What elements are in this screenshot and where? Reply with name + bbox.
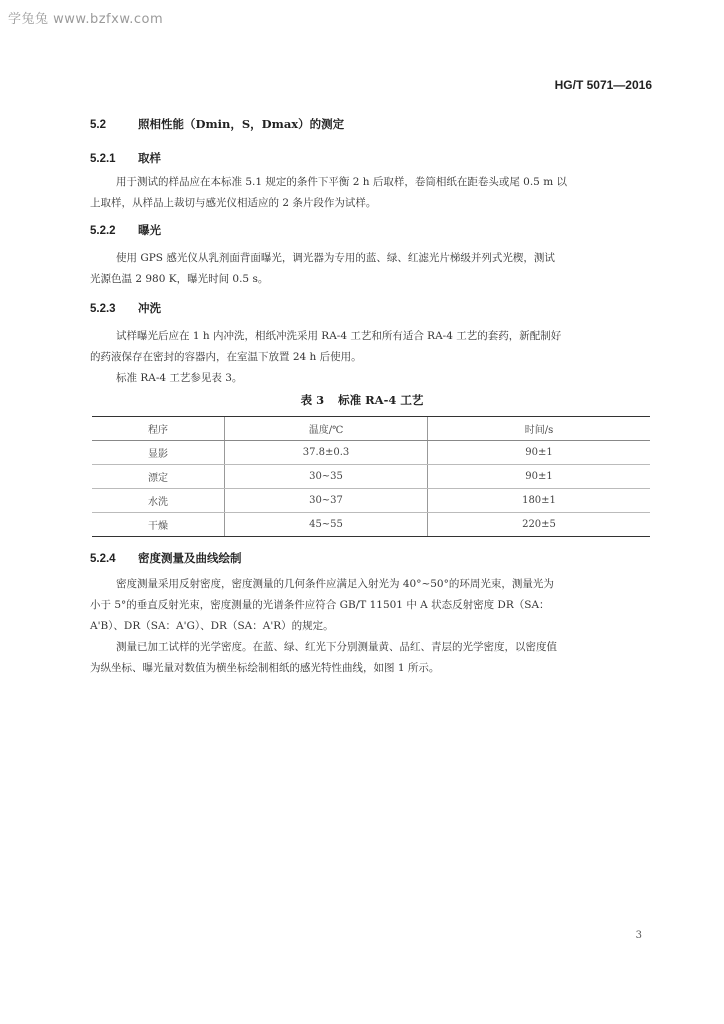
section-5-2-4-heading bbox=[90, 550, 242, 566]
standard-code: HG/T 5071—2016 bbox=[554, 78, 652, 92]
table-cell: 180±1 bbox=[428, 489, 651, 513]
table-cell: 30~37 bbox=[225, 489, 428, 513]
column-header: 时间/s bbox=[428, 417, 651, 441]
table-row bbox=[92, 465, 650, 489]
table-title: 标准 RA-4 工艺 bbox=[338, 393, 424, 407]
section-title: 取样 bbox=[138, 151, 161, 165]
column-header: 程序 bbox=[92, 417, 225, 441]
table-row bbox=[92, 441, 650, 465]
table-cell: 水洗 bbox=[92, 489, 225, 513]
table-number: 表 3 bbox=[300, 393, 325, 407]
text-line: 试样曝光后应在 1 h 内冲洗，相纸冲洗采用 RA-4 工艺和所有适合 RA-4 工艺的套药，新配制好 bbox=[116, 330, 562, 342]
table-cell: 45~55 bbox=[225, 513, 428, 537]
text-line: 为纵坐标、曝光量对数值为横坐标绘制相纸的感光特性曲线，如图 1 所示。 bbox=[90, 662, 440, 674]
text-line: 小于 5°的垂直反射光束，密度测量的光谱条件应符合 GB/T 11501 中 A 状态反射密度 DR（SA： bbox=[90, 599, 550, 611]
section-number: 5.2 bbox=[90, 119, 106, 131]
table-cell: 显影 bbox=[92, 441, 225, 465]
table-cell: 30~35 bbox=[225, 465, 428, 489]
section-title: 照相性能（Dmin，S，Dmax）的测定 bbox=[138, 117, 345, 131]
section-title: 密度测量及曲线绘制 bbox=[138, 551, 242, 565]
table-header-row bbox=[92, 417, 650, 441]
section-5-2-3-body bbox=[90, 326, 650, 389]
section-5-2-3-heading bbox=[90, 300, 161, 316]
ra4-process-table bbox=[92, 416, 650, 537]
text-line: 使用 GPS 感光仪从乳剂面背面曝光，调光器为专用的蓝、绿、红滤光片梯级并列式光楔，测试 bbox=[116, 252, 555, 264]
section-5-2-heading bbox=[90, 116, 344, 132]
section-number: 5.2.1 bbox=[90, 153, 116, 165]
section-number: 5.2.4 bbox=[90, 553, 116, 565]
text-line: 标准 RA-4 工艺参见表 3。 bbox=[116, 372, 243, 384]
section-title: 冲洗 bbox=[138, 301, 161, 315]
table-cell: 220±5 bbox=[428, 513, 651, 537]
table-cell: 37.8±0.3 bbox=[225, 441, 428, 465]
table-cell: 漂定 bbox=[92, 465, 225, 489]
section-number: 5.2.3 bbox=[90, 303, 116, 315]
section-number: 5.2.2 bbox=[90, 225, 116, 237]
table-row bbox=[92, 489, 650, 513]
section-title: 曝光 bbox=[138, 223, 161, 237]
watermark: 学兔兔 www.bzfxw.com bbox=[8, 12, 164, 27]
table-cell: 干燥 bbox=[92, 513, 225, 537]
table-caption bbox=[0, 392, 724, 408]
section-5-2-1-heading bbox=[90, 150, 161, 166]
page-number: 3 bbox=[635, 930, 642, 941]
section-5-2-2-heading bbox=[90, 222, 161, 238]
section-5-2-4-body bbox=[90, 574, 650, 679]
text-line: 测量已加工试样的光学密度。在蓝、绿、红光下分别测量黄、品红、青层的光学密度，以密度值 bbox=[116, 641, 557, 653]
column-header: 温度/℃ bbox=[225, 417, 428, 441]
section-5-2-1-body bbox=[90, 172, 650, 214]
text-line: A'B）、DR（SA：A'G）、DR（SA：A'R）的规定。 bbox=[90, 620, 334, 632]
text-line: 用于测试的样品应在本标准 5.1 规定的条件下平衡 2 h 后取样，卷筒相纸在距卷头或尾 0.5 m 以 bbox=[116, 176, 567, 188]
text-line: 光源色温 2 980 K，曝光时间 0.5 s。 bbox=[90, 273, 269, 285]
table-row bbox=[92, 513, 650, 537]
text-line: 的药液保存在密封的容器内，在室温下放置 24 h 后使用。 bbox=[90, 351, 362, 363]
table-cell: 90±1 bbox=[428, 441, 651, 465]
section-5-2-2-body bbox=[90, 248, 650, 290]
text-line: 密度测量采用反射密度，密度测量的几何条件应满足入射光为 40°~50°的环周光束，测量光为 bbox=[116, 578, 554, 590]
text-line: 上取样，从样品上裁切与感光仪相适应的 2 条片段作为试样。 bbox=[90, 197, 377, 209]
table-cell: 90±1 bbox=[428, 465, 651, 489]
